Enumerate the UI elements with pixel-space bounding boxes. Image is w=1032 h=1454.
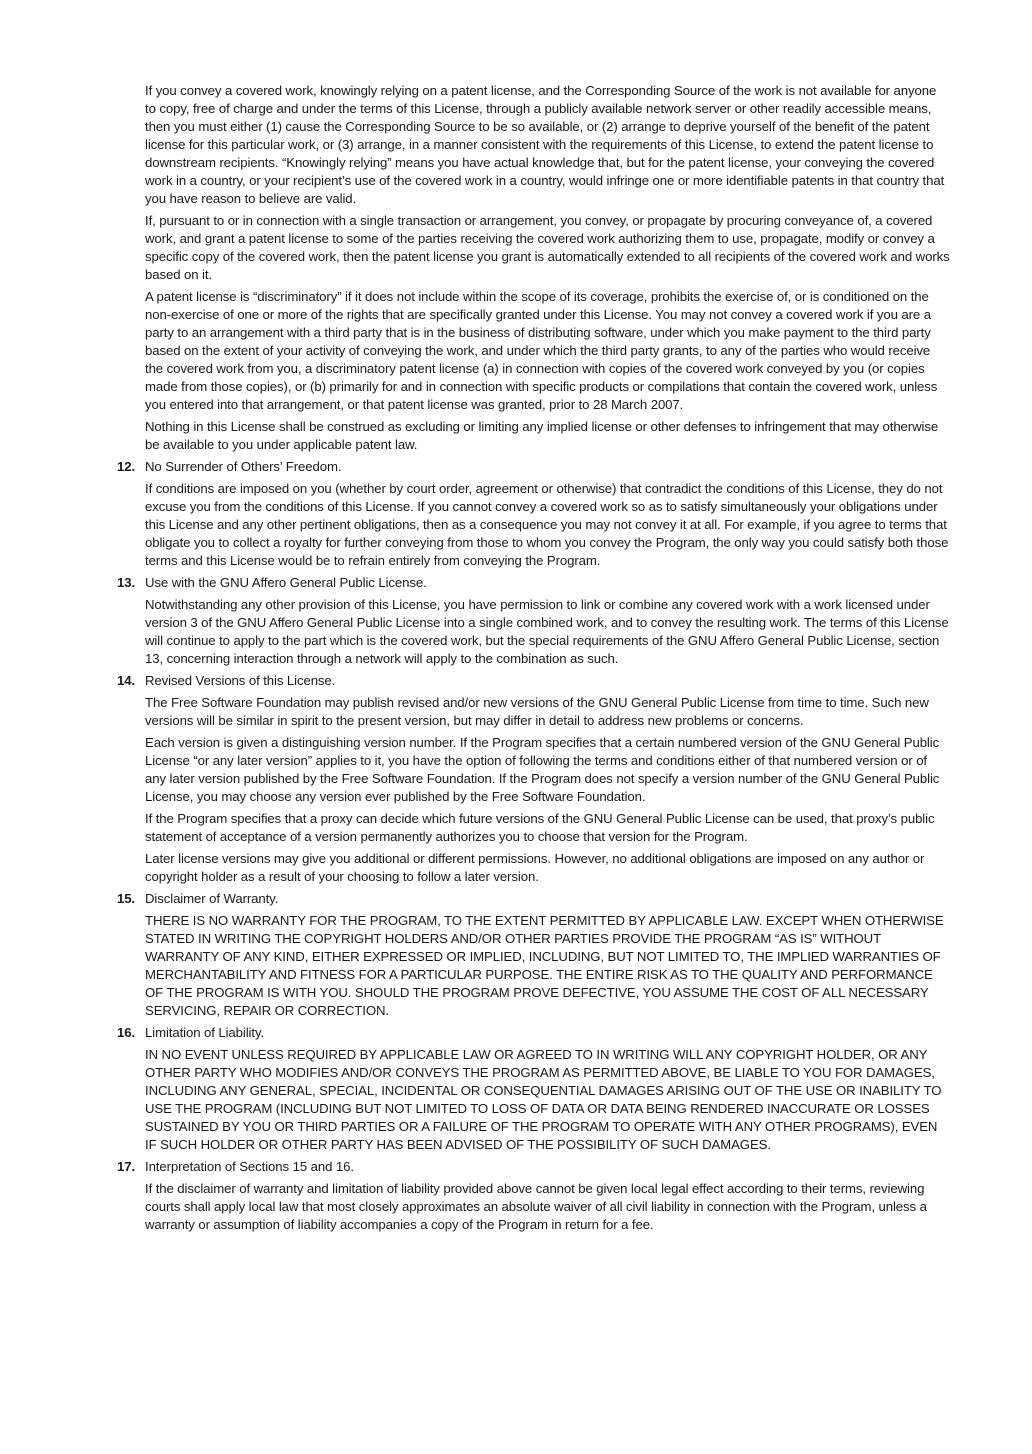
section-heading	[117, 574, 950, 592]
paragraph: Nothing in this License shall be construed as excluding or limiting any implied license or other defenses to infringement that may otherwise be available to you under applicable patent law.	[145, 419, 939, 452]
section-number: 12.	[117, 459, 136, 474]
license-text	[117, 82, 950, 1238]
section-11-continuation	[145, 82, 950, 454]
section-number: 15.	[117, 891, 136, 906]
paragraph: If the disclaimer of warranty and limitation of liability provided above cannot be given local legal effect according to their terms, reviewing courts shall apply local law that most closely approximates an absolute waiver of all civil liability in connection with the Program, unless a warranty or assumption of liability accompanies a copy of the Program in return for a fee.	[145, 1181, 927, 1232]
section-13	[117, 574, 950, 668]
section-16	[117, 1024, 950, 1154]
paragraph: The Free Software Foundation may publish revised and/or new versions of the GNU General Public License from time to time. Such new versions will be similar in spirit to the present version, but may differ in detail to address new problems or concerns.	[145, 695, 929, 728]
section-heading	[117, 1158, 950, 1176]
section-heading	[117, 1024, 950, 1042]
section-title: Use with the GNU Affero General Public License.	[145, 575, 427, 590]
paragraph: THERE IS NO WARRANTY FOR THE PROGRAM, TO THE EXTENT PERMITTED BY APPLICABLE LAW. EXCEPT WHEN OTHERWISE STATED IN WRITING THE COPYRIGHT HOLDERS AND/OR OTHER PARTIES PROVIDE THE PROGRAM “AS IS” WITHOUT WARRANTY OF ANY KIND, EITHER EXPRESSED OR IMPLIED, INCLUDING, BUT NOT LIMITED TO, THE IMPLIED WARRANTIES OF MERCHANTABILITY AND FITNESS FOR A PARTICULAR PURPOSE. THE ENTIRE RISK AS TO THE QUALITY AND PERFORMANCE OF THE PROGRAM IS WITH YOU. SHOULD THE PROGRAM PROVE DEFECTIVE, YOU ASSUME THE COST OF ALL NECESSARY SERVICING, REPAIR OR CORRECTION.	[145, 913, 944, 1018]
paragraph: A patent license is “discriminatory” if it does not include within the scope of its coverage, prohibits the exercise of, or is conditioned on the non-exercise of one or more of the rights that are specifically granted under this License. You may not convey a covered work if you are a party to an arrangement with a third party that is in the business of distributing software, under which you make payment to the third party based on the extent of your activity of conveying the work, and under which the third party grants, to any of the parties who would receive the covered work from you, a discriminatory patent license (a) in connection with copies of the covered work conveyed by you (or copies made from those copies), or (b) primarily for and in connection with specific products or compilations that contain the covered work, unless you entered into that arrangement, or that patent license was granted, prior to 28 March 2007.	[145, 289, 938, 412]
section-title: Limitation of Liability.	[145, 1025, 265, 1040]
section-title: No Surrender of Others’ Freedom.	[145, 459, 342, 474]
section-15	[117, 890, 950, 1020]
paragraph: Each version is given a distinguishing version number. If the Program specifies that a certain numbered version of the GNU General Public License “or any later version” applies to it, you have the option of following the terms and conditions either of that numbered version or of any later version published by the Free Software Foundation. If the Program does not specify a version number of the GNU General Public License, you may choose any version ever published by the Free Software Foundation.	[145, 735, 940, 804]
section-number: 16.	[117, 1025, 136, 1040]
paragraph: If the Program specifies that a proxy can decide which future versions of the GNU General Public License can be used, that proxy’s public statement of acceptance of a version permanently authorizes you to choose that version for the Program.	[145, 811, 935, 844]
section-title: Interpretation of Sections 15 and 16.	[145, 1159, 354, 1174]
section-title: Disclaimer of Warranty.	[145, 891, 279, 906]
section-heading	[117, 672, 950, 690]
paragraph: Notwithstanding any other provision of this License, you have permission to link or combine any covered work with a work licensed under version 3 of the GNU Affero General Public License into a single combined work, and to convey the resulting work. The terms of this License will continue to apply to the part which is the covered work, but the special requirements of the GNU Affero General Public License, section 13, concerning interaction through a network will apply to the combination as such.	[145, 597, 949, 666]
paragraph: IN NO EVENT UNLESS REQUIRED BY APPLICABLE LAW OR AGREED TO IN WRITING WILL ANY COPYRIGHT HOLDER, OR ANY OTHER PARTY WHO MODIFIES AND/OR CONVEYS THE PROGRAM AS PERMITTED ABOVE, BE LIABLE TO YOU FOR DAMAGES, INCLUDING ANY GENERAL, SPECIAL, INCIDENTAL OR CONSEQUENTIAL DAMAGES ARISING OUT OF THE USE OR INABILITY TO USE THE PROGRAM (INCLUDING BUT NOT LIMITED TO LOSS OF DATA OR DATA BEING RENDERED INACCURATE OR LOSSES SUSTAINED BY YOU OR THIRD PARTIES OR A FAILURE OF THE PROGRAM TO OPERATE WITH ANY OTHER PROGRAMS), EVEN IF SUCH HOLDER OR OTHER PARTY HAS BEEN ADVISED OF THE POSSIBILITY OF SUCH DAMAGES.	[145, 1047, 942, 1152]
section-heading	[117, 890, 950, 908]
paragraph: If conditions are imposed on you (whether by court order, agreement or otherwise) that contradict the conditions of this License, they do not excuse you from the conditions of this License. If you cannot convey a covered work so as to satisfy simultaneously your obligations under this License and any other pertinent obligations, then as a consequence you may not convey it at all. For example, if you agree to terms that obligate you to collect a royalty for further conveying from those to whom you convey the Program, the only way you could satisfy both those terms and this License would be to refrain entirely from conveying the Program.	[145, 481, 949, 568]
section-number: 14.	[117, 673, 136, 688]
paragraph: If, pursuant to or in connection with a single transaction or arrangement, you convey, or propagate by procuring conveyance of, a covered work, and grant a patent license to some of the parties receiving the covered work authorizing them to use, propagate, modify or convey a specific copy of the covered work, then the patent license you grant is automatically extended to all recipients of the covered work and works based on it.	[145, 213, 950, 282]
section-17	[117, 1158, 950, 1234]
section-number: 13.	[117, 575, 136, 590]
section-title: Revised Versions of this License.	[145, 673, 336, 688]
paragraph: Later license versions may give you additional or different permissions. However, no additional obligations are imposed on any author or copyright holder as a result of your choosing to follow a later version.	[145, 851, 925, 884]
paragraph: If you convey a covered work, knowingly relying on a patent license, and the Corresponding Source of the work is not available for anyone to copy, free of charge and under the terms of this License, through a publicly available network server or other readily accessible means, then you must either (1) cause the Corresponding Source to be so available, or (2) arrange to deprive yourself of the benefit of the patent license for this particular work, or (3) arrange, in a manner consistent with the requirements of this License, to extend the patent license to downstream recipients. “Knowingly relying” means you have actual knowledge that, but for the patent license, your conveying the covered work in a country, or your recipient’s use of the covered work in a country, would infringe one or more identifiable patents in that country that you have reason to believe are valid.	[145, 83, 945, 206]
section-heading	[117, 458, 950, 476]
section-number: 17.	[117, 1159, 136, 1174]
section-14	[117, 672, 950, 886]
section-12	[117, 458, 950, 570]
